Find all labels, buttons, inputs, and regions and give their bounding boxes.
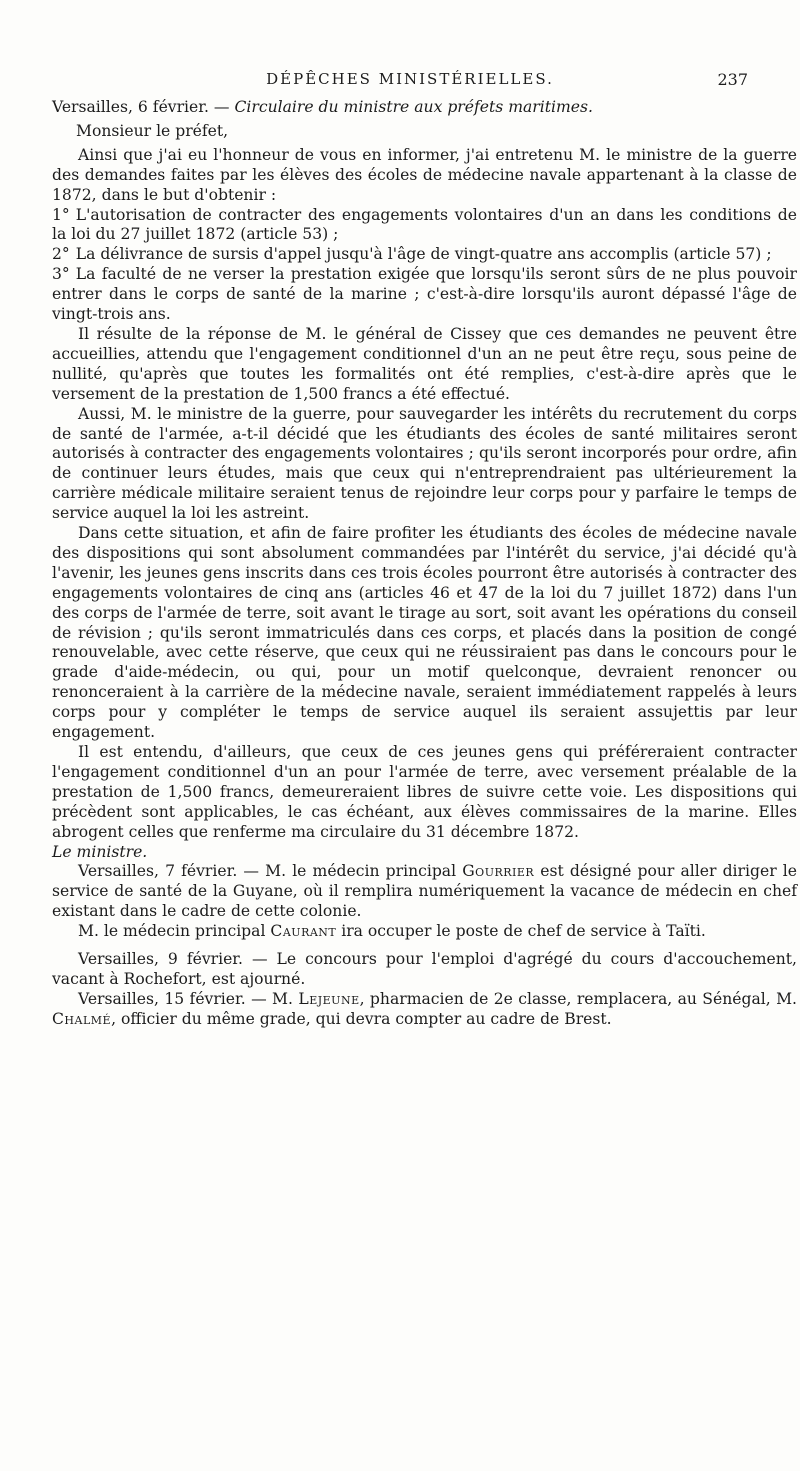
body-paragraph: Il est entendu, d'ailleurs, que ceux de ces jeunes gens qui préféreraient contracter l'engagement conditionnel d'un an pour l'armée de terre, avec versement préalable de la prestation de 1,500 francs, demeureraient libres de suivre cette voie. Les dispositions qui précèdent sont applicables, le cas échéant, aux élèves commissaires de la marine. Elles abrogent celles que renferme ma circulaire du 31 décembre 1872.	[52, 743, 797, 841]
notice-paragraph	[52, 950, 797, 990]
notice-text: est désigné pour aller diriger le service de santé de la Guyane, où il remplira numériquement la vacance de médecin en chef existant dans le cadre de cette colonie.	[52, 862, 797, 921]
notice-paragraph	[52, 922, 797, 942]
salutation: Monsieur le préfet,	[76, 121, 229, 140]
page-body	[52, 98, 797, 1030]
notice-text: Versailles, 7 février. — M. le médecin principal	[78, 862, 463, 881]
notice-text: M. le médecin principal	[78, 922, 271, 941]
signature: Le ministre.	[52, 842, 148, 861]
item-text: L'autorisation de contracter des engagements volontaires d'un an dans les conditions de la loi du 27 juillet 1872 (article 53) ;	[52, 205, 797, 244]
notice-paragraph	[52, 990, 797, 1030]
notice-paragraph	[52, 862, 797, 922]
item-number: 3°	[52, 265, 70, 284]
body-paragraph: Aussi, M. le ministre de la guerre, pour sauvegarder les intérêts du recrutement du corps de santé de l'armée, a-t-il décidé que les étudiants des écoles de santé militaires seront autorisés à contracter des engagements volontaires ; qu'ils seront incorporés pour ordre, afin de continuer leurs études, mais que ceux qui n'entreprendraient pas ultérieurement la carrière médicale militaire seraient tenus de rejoindre leur corps pour y parfaire le temps de service auquel la loi les astreint.	[52, 404, 797, 523]
item-text: La faculté de ne verser la prestation exigée que lorsqu'ils seront sûrs de ne plus pouvoir entrer dans le corps de santé de la marine ; c'est-à-dire lorsqu'ils auront dépassé l'âge de vingt-trois ans.	[52, 265, 797, 324]
notice-text: , officier du même grade, qui devra compter au cadre de Brest.	[111, 1009, 612, 1028]
notice-text: Versailles, 9 février. — Le concours pour l'emploi d'agrégé du cours d'accouchement, vacant à Rochefort, est ajourné.	[52, 950, 797, 988]
body-paragraph: Dans cette situation, et afin de faire profiter les étudiants des écoles de médecine navale des dispositions qui sont absolument commandées par l'intérêt du service, j'ai décidé qu'à l'avenir, les jeunes gens inscrits dans ces trois écoles pourront être autorisés à contracter des engagements volontaires de cinq ans (articles 46 et 47 de la loi du 7 juillet 1872) dans l'un des corps de l'armée de terre, soit avant le tirage au sort, soit avant les opérations du conseil de révision ; qu'ils seront immatriculés dans ces corps, et placés dans la position de congé renouvelable, avec cette réserve, que ceux qui ne réussiraient pas dans le concours pour le grade d'aide-médecin, ou qui, pour un motif quelconque, devraient renoncer ou renonceraient à la carrière de la médecine navale, seraient immédiatement rappelés à leurs corps pour y compléter le temps de service auquel ils seraient assujettis par leur engagement.	[52, 524, 797, 742]
notice-name: Caurant	[270, 922, 337, 941]
notice-name: Lejeune	[298, 989, 360, 1008]
page-header	[60, 70, 760, 92]
running-title: DÉPÊCHES MINISTÉRIELLES.	[266, 70, 554, 88]
item-number: 2°	[52, 245, 70, 264]
section-gap	[52, 942, 797, 950]
circular-heading: Circulaire du ministre aux préfets maritimes.	[234, 98, 593, 116]
notice-name: Chalmé	[52, 1009, 112, 1028]
dateline-text: Versailles, 6 février. —	[52, 98, 235, 116]
circular-dateline	[52, 98, 797, 118]
body-paragraph: Il résulte de la réponse de M. le général de Cissey que ces demandes ne peuvent être accueillies, attendu que l'engagement conditionnel d'un an ne peut être reçu, sous peine de nullité, qu'après que toutes les formalités ont été remplies, c'est-à-dire après que le versement de la prestation de 1,500 francs a été effectué.	[52, 324, 797, 403]
notice-text: , pharmacien de 2e classe, remplacera, au Sénégal, M.	[359, 989, 797, 1008]
list-item	[52, 265, 797, 325]
list-item	[52, 206, 797, 246]
item-number: 1°	[52, 205, 70, 224]
intro-paragraph: Ainsi que j'ai eu l'honneur de vous en informer, j'ai entretenu M. le ministre de la guerre des demandes faites par les élèves des écoles de médecine navale appartenant à la classe de 1872, dans le but d'obtenir :	[52, 145, 797, 204]
page-number: 237	[717, 70, 748, 89]
item-text: La délivrance de sursis d'appel jusqu'à l'âge de vingt-quatre ans accomplis (article 57) ;	[75, 245, 772, 264]
notice-name: Gourrier	[462, 862, 535, 881]
list-item	[52, 245, 797, 265]
notice-text: Versailles, 15 février. — M.	[78, 989, 299, 1008]
notice-text: ira occuper le poste de chef de service à Taïti.	[336, 922, 706, 941]
